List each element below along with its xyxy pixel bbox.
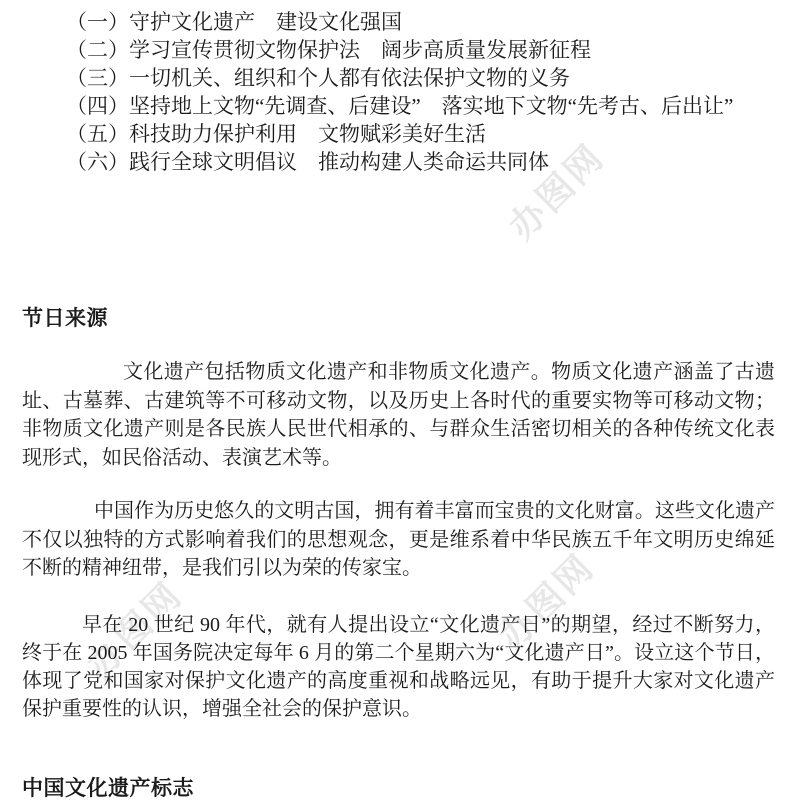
section-heading-emblem: 中国文化遗产标志 xyxy=(22,776,194,800)
paragraph-heritage-definition: 文化遗产包括物质文化遗产和非物质文化遗产。物质文化遗产涵盖了古遗址、古墓葬、古建筑等不可移动文物，以及历史上各时代的重要实物等可移动文物；非物质文化遗产则是各民族人民世代相承的、与群众生活密切相关的各种传统文化表现形式，如民俗活动、表演艺术等。 xyxy=(22,361,775,469)
list-item-5: （五）科技助力保护利用 文物赋彩美好生活 xyxy=(66,122,486,146)
watermark: 办图网 xyxy=(491,546,603,658)
watermark: 办图网 xyxy=(79,574,191,686)
paragraph-china-heritage: 中国作为历史悠久的文明古国，拥有着丰富而宝贵的文化财富。这些文化遗产不仅以独特的方式影响着我们的思想观念，更是维系着中华民族五千年文明历史绵延不断的精神纽带，是我们引以为荣的传家宝。 xyxy=(22,500,775,579)
list-item-2: （二）学习宣传贯彻文物保护法 阔步高质量发展新征程 xyxy=(66,38,591,62)
paragraph-heritage-day-history: 早在 20 世纪 90 年代，就有人提出设立“文化遗产日”的期望，经过不断努力，终于在 2005 年国务院决定每年 6 月的第二个星期六为“文化遗产日”。设立这个节日，体现了党和国家对保护文化遗产的高度重视和战略远见，有助于提升大家对文化遗产保护重要性的认识，增强全社会的保护意识。 xyxy=(22,614,775,720)
watermark: 办图网 xyxy=(501,136,613,248)
list-item-3: （三）一切机关、组织和个人都有依法保护文物的义务 xyxy=(66,66,570,90)
section-heading-origin: 节日来源 xyxy=(22,306,108,330)
list-item-6: （六）践行全球文明倡议 推动构建人类命运共同体 xyxy=(66,150,549,174)
intro-list xyxy=(22,8,778,176)
list-item-1: （一）守护文化遗产 建设文化强国 xyxy=(66,10,402,34)
list-item-4: （四）坚持地上文物“先调查、后建设” 落实地下文物“先考古、后出让” xyxy=(66,94,734,118)
